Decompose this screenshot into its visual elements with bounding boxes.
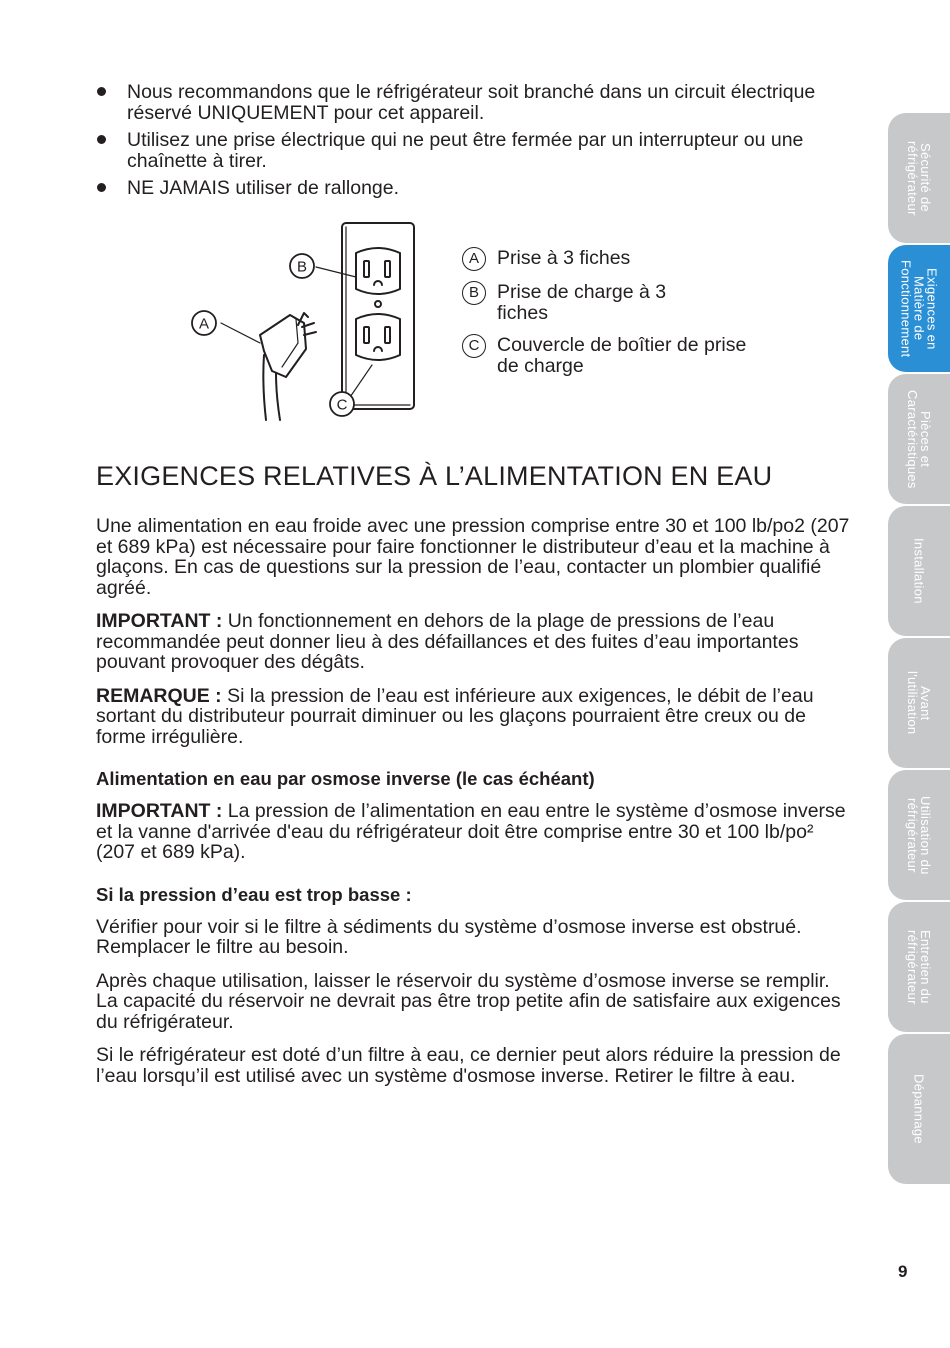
callout-b <box>290 254 314 278</box>
tab-label: Pièces et Caractéristiques <box>905 389 933 489</box>
bullet-item: Nous recommandons que le réfrigérateur soit branché dans un circuit électrique réservé UNIQUEMENT pour cet appareil. <box>96 82 866 123</box>
tab-entretien[interactable] <box>888 902 950 1032</box>
bullet-item: Utilisez une prise électrique qui ne peut être fermée par un interrupteur ou une chaînette à tirer. <box>96 130 866 171</box>
section-tabs <box>888 113 950 1186</box>
svg-text:A: A <box>198 315 210 333</box>
outlet-plug-illustration <box>190 215 430 425</box>
tab-label: Entretien du réfrigérateur <box>905 929 933 1005</box>
important-label: IMPORTANT : <box>96 800 223 822</box>
callout-a <box>192 311 216 335</box>
tab-label: Installation <box>911 538 927 604</box>
legend-item <box>462 248 762 271</box>
subheading: Si la pression d’eau est trop basse : <box>96 883 412 905</box>
tab-pieces[interactable] <box>888 374 950 504</box>
section-title: EXIGENCES RELATIVES À L’ALIMENTATION EN EAU <box>96 461 773 491</box>
legend-item <box>462 335 762 377</box>
callout-c <box>330 392 354 416</box>
bullet-list <box>96 82 866 206</box>
paragraph: Après chaque utilisation, laisser le réservoir du système d’osmose inverse se remplir. La capacité du réservoir ne devrait pas être trop petite afin de satisfaire aux exigences du réfrigérateur. <box>96 969 841 1033</box>
paragraph: Une alimentation en eau froide avec une pression comprise entre 30 et 100 lb/po2 (207 et 689 kPa) est nécessaire pour faire fonctionner le distributeur d’eau et la machine à glaçons. En cas de questions sur la pression de l’eau, contacter un plombier qualifié agréé. <box>96 515 850 599</box>
legend-text: Couvercle de boîtier de prise de charge <box>497 334 747 377</box>
body-text <box>96 516 856 1099</box>
tab-utilisation[interactable] <box>888 770 950 900</box>
tab-avant-utilisation[interactable] <box>888 638 950 768</box>
paragraph: Vérifier pour voir si le filtre à sédiments du système d’osmose inverse est obstrué. Remplacer le filtre au besoin. <box>96 915 802 958</box>
note-label: REMARQUE : <box>96 684 222 707</box>
paragraph <box>96 801 856 863</box>
bullet-item: NE JAMAIS utiliser de rallonge. <box>96 178 866 199</box>
svg-text:C: C <box>336 396 348 414</box>
page-number: 9 <box>898 1262 908 1281</box>
tab-label: Dépannage <box>911 1074 927 1144</box>
tab-label: Avant l'utilisation <box>905 671 933 735</box>
figure-legend <box>462 248 762 388</box>
tab-securite[interactable] <box>888 113 950 243</box>
paragraph-text: Si la pression de l’eau est inférieure aux exigences, le débit de l’eau sortant du distributeur pourrait diminuer ou les glaçons pourraient être creux ou de forme irrégulière. <box>96 684 814 748</box>
legend-text: Prise à 3 fiches <box>497 247 631 269</box>
legend-letter: B <box>462 281 486 305</box>
receptacle-bottom <box>356 314 400 360</box>
tab-label: Exigences en Matière de Fonctionnement <box>898 259 940 358</box>
svg-text:B: B <box>296 258 308 276</box>
tab-label: Utilisation du réfrigérateur <box>905 795 933 875</box>
paragraph <box>96 611 856 673</box>
wall-plate <box>342 223 414 409</box>
receptacle-top <box>356 248 400 294</box>
tab-exigences[interactable] <box>888 245 950 372</box>
legend-letter: A <box>462 247 486 271</box>
tab-installation[interactable] <box>888 506 950 636</box>
paragraph-text: Un fonctionnement en dehors de la plage de pressions de l’eau recommandée peut donner lieu à des défaillances et des fuites d’eau importantes pouvant provoquer des dégâts. <box>96 610 799 673</box>
important-label: IMPORTANT : <box>96 610 223 632</box>
legend-item <box>462 282 762 324</box>
tab-label: Sécurité de réfrigérateur <box>905 140 933 216</box>
legend-text: Prise de charge à 3 fiches <box>497 281 667 324</box>
paragraph: Si le réfrigérateur est doté d’un filtre à eau, ce dernier peut alors réduire la pression de l’eau lorsqu’il est utilisé avec un système d'osmose inverse. Retirer le filtre à eau. <box>96 1044 841 1087</box>
paragraph-text: La pression de l’alimentation en eau entre le système d’osmose inverse et la vanne d'arrivée d'eau du réfrigérateur doit être comprise entre 30 et 100 lb/po² (207 et 689 kPa). <box>96 800 846 863</box>
tab-depannage[interactable] <box>888 1034 950 1184</box>
subheading: Alimentation en eau par osmose inverse (le cas échéant) <box>96 768 595 789</box>
legend-letter: C <box>462 334 486 358</box>
paragraph <box>96 686 856 748</box>
